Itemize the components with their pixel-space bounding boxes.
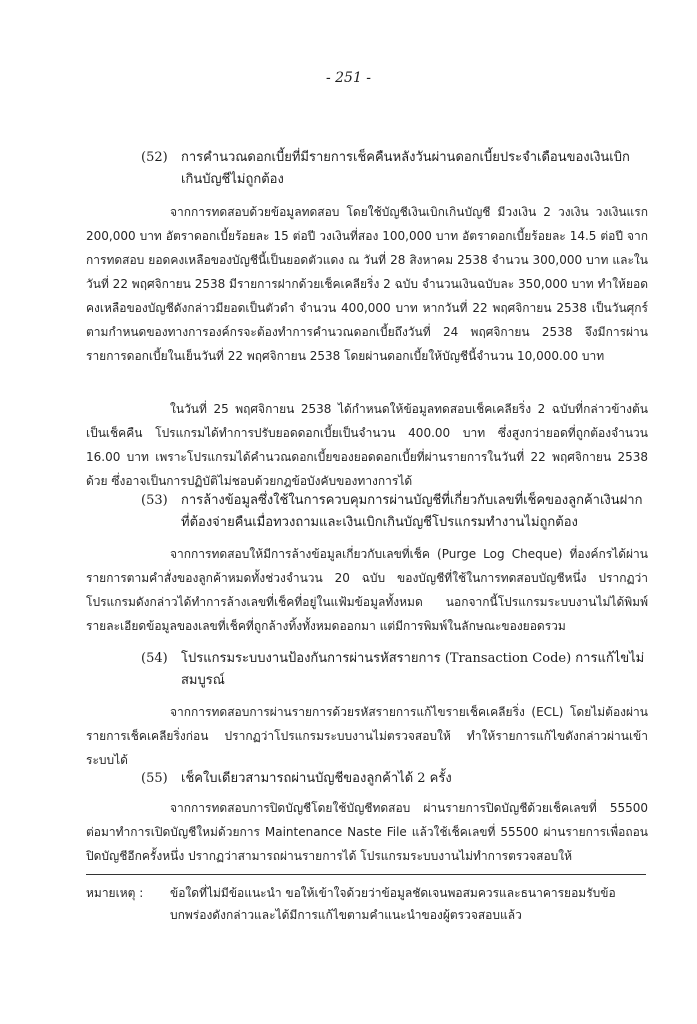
section-53-heading bbox=[141, 490, 648, 534]
section-52-number: (52) bbox=[141, 150, 168, 165]
section-52-paragraph-1 bbox=[86, 200, 648, 368]
section-53-number: (53) bbox=[141, 493, 168, 508]
section-53-paragraph-1-text: จากการทดสอบให้มีการล้างข้อมูลเกี่ยวกับเลขที่เช็ค (Purge Log Cheque) ที่องค์กรได้ผ่านรายการตามคำสั่งของลูกค้าหมดทั้งช่วงจำนวน 20 ฉบับ ของบัญชีที่ใช้ในการทดสอบบัญชีหนึ่ง ปรากฏว่าโปรแกรมดังกล่าวได้ทำการล้างเลขที่เช็คที่อยู่ในแฟ้มข้อมูลทั้งหมด นอกจากนี้โปรแกรมระบบงานไม่ได้พิมพ์รายละเอียดข้อมูลของเลขที่เช็คที่ถูกล้างทิ้งทั้งหมดออกมา แต่มีการพิมพ์ในลักษณะของยอดรวม bbox=[86, 547, 648, 633]
section-54-number: (54) bbox=[141, 651, 168, 666]
page-number: - 251 - bbox=[325, 70, 372, 86]
section-55-paragraph-1-text: จากการทดสอบการปิดบัญชีโดยใช้บัญชีทดสอบ ผ่านรายการปิดบัญชีด้วยเช็คเลขที่ 55500 ต่อมาทำการเปิดบัญชีใหม่ด้วยการ Maintenance Naste File แล้วใช้เช็คเลขที่ 55500 ผ่านรายการเพื่อถอนปิดบัญชีอีกครั้งหนึ่ง ปรากฏว่าสามารถผ่านรายการได้ โปรแกรมระบบงานไม่ทำการตรวจสอบให้ bbox=[86, 801, 648, 863]
section-54-heading bbox=[141, 648, 648, 692]
section-53-title: การล้างข้อมูลซึ่งใช้ในการควบคุมการผ่านบัญชีที่เกี่ยวกับเลขที่เช็คของลูกค้าเงินฝาก ที่ต้องจ่ายคืนเมื่อทวงถามและเงินเบิกเกินบัญชีโปรแกรมทำงานไม่ถูกต้อง bbox=[181, 493, 643, 530]
section-55-heading bbox=[141, 768, 648, 790]
section-52-paragraph-1-text: จากการทดสอบด้วยข้อมูลทดสอบ โดยใช้บัญชีเงินเบิกเกินบัญชี มีวงเงิน 2 วงเงิน วงเงินแรก 200,000 บาท อัตราดอกเบี้ยร้อยละ 15 ต่อปี วงเงินที่สอง 100,000 บาท อัตราดอกเบี้ยร้อยละ 14.5 ต่อปี จากการทดสอบ ยอดคงเหลือของบัญชีนี้เป็นยอดตัวแดง ณ วันที่ 28 สิงหาคม 2538 จำนวน 300,000 บาท และในวันที่ 22 พฤศจิกายน 2538 มีรายการฝากด้วยเช็คเคลียริ่ง 2 ฉบับ จำนวนเงินฉบับละ 350,000 บาท ทำให้ยอดคงเหลือของบัญชีดังกล่าวมียอดเป็นตัวดำ จำนวน 400,000 บาท หากวันที่ 22 พฤศจิกายน 2538 เป็นวันศุกร์ ตามกำหนดของทางการองค์กรจะต้องทำการคำนวณดอกเบี้ยถึงวันที่ 24 พฤศจิกายน 2538 จึงมีการผ่านรายการดอกเบี้ยในเย็นวันที่ 22 พฤศจิกายน 2538 โดยผ่านดอกเบี้ยให้บัญชีนี้จำนวน 10,000.00 บาท bbox=[86, 205, 648, 363]
footnote-divider bbox=[86, 874, 646, 875]
section-55-paragraph-1 bbox=[86, 796, 648, 868]
footnote bbox=[86, 882, 648, 926]
section-55-number: (55) bbox=[141, 771, 168, 786]
section-54-title: โปรแกรมระบบงานป้องกันการผ่านรหัสรายการ (Transaction Code) การแก้ไขไม่สมบูรณ์ bbox=[181, 651, 645, 688]
section-52-paragraph-2 bbox=[86, 397, 648, 493]
section-55-title: เช็คใบเดียวสามารถผ่านบัญชีของลูกค้าได้ 2 ครั้ง bbox=[181, 771, 452, 786]
section-54-paragraph-1 bbox=[86, 700, 648, 772]
section-52-heading bbox=[141, 147, 648, 191]
footnote-label: หมายเหตุ : bbox=[86, 886, 144, 900]
section-52-title: การคำนวณดอกเบี้ยที่มีรายการเช็คคืนหลังวันผ่านดอกเบี้ยประจำเดือนของเงินเบิกเกินบัญชีไม่ถูกต้อง bbox=[181, 150, 630, 187]
section-52-paragraph-2-text: ในวันที่ 25 พฤศจิกายน 2538 ได้กำหนดให้ข้อมูลทดสอบเช็คเคลียริ่ง 2 ฉบับที่กล่าวข้างต้นเป็นเช็คคืน โปรแกรมได้ทำการปรับยอดดอกเบี้ยเป็นจำนวน 400.00 บาท ซึ่งสูงกว่ายอดที่ถูกต้องจำนวน 16.00 บาท เพราะโปรแกรมได้คำนวณดอกเบี้ยของยอดดอกเบี้ยที่ผ่านรายการในวันที่ 22 พฤศจิกายน 2538 ด้วย ซึ่งอาจเป็นการปฏิบัติไม่ชอบด้วยกฎข้อบังคับของทางการได้ bbox=[86, 402, 648, 488]
footnote-text: ข้อใดที่ไม่มีข้อแนะนำ ขอให้เข้าใจด้วยว่าข้อมูลชัดเจนพอสมควรและธนาคารยอมรับข้อบกพร่องดังกล่าวและได้มีการแก้ไขตามคำแนะนำของผู้ตรวจสอบแล้ว bbox=[170, 886, 616, 922]
section-53-paragraph-1 bbox=[86, 542, 648, 638]
section-54-paragraph-1-text: จากการทดสอบการผ่านรายการด้วยรหัสรายการแก้ไขรายเช็คเคลียริ่ง (ECL) โดยไม่ต้องผ่านรายการเช็คเคลียริ่งก่อน ปรากฏว่าโปรแกรมระบบงานไม่ตรวจสอบให้ ทำให้รายการแก้ไขดังกล่าวผ่านเข้าระบบได้ bbox=[86, 705, 648, 767]
